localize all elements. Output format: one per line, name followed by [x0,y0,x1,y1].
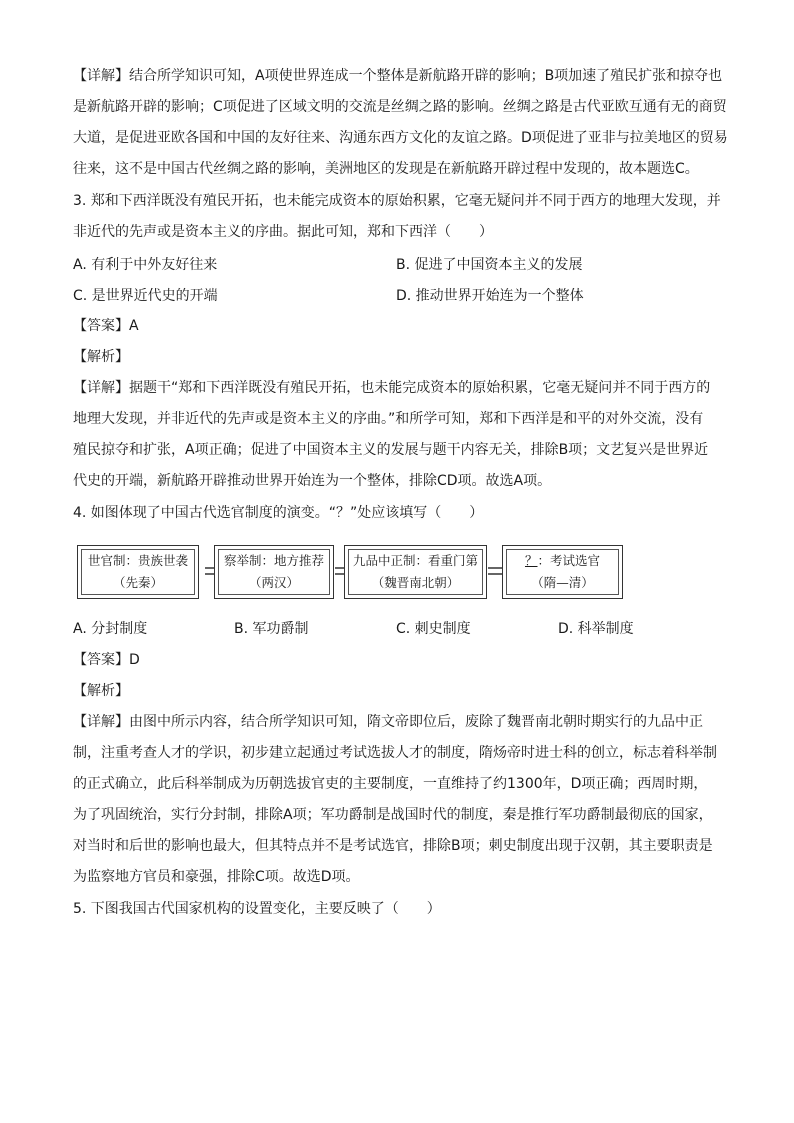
q4-answer: 【答案】D [73,652,140,668]
flow-box-chaju [214,545,334,599]
q3-stem-line-1: 3. 郑和下西洋既没有殖民开拓，也未能完成资本的原始积累，它毫无疑问并不同于西方的地理大发现，并 [73,193,721,209]
flow-box-shiguan [77,545,199,599]
flow-box-period: （魏晋南北朝） [371,575,460,590]
q4-option-b: B. 军功爵制 [234,621,309,637]
q3-analysis-label: 【解析】 [73,349,129,365]
q2-analysis-line-2: 是新航路开辟的影响；C项促进了区域文明的交流是丝绸之路的影响。丝绸之路是古代亚欧互通有无的商贸 [73,99,727,115]
q5-stem: 5. 下图我国古代国家机构的设置变化，主要反映了（ ） [73,901,441,917]
flow-box-period: （隋—清） [531,575,594,590]
q4-stem: 4. 如图体现了中国古代选官制度的演变。“？”处应该填写（ ） [73,505,484,521]
q3-option-d: D. 推动世界开始连为一个整体 [396,288,584,304]
q3-option-b: B. 促进了中国资本主义的发展 [396,257,583,273]
q3-detail-line-4: 代史的开端，新航路开辟推动世界开始连为一个整体，排除CD项。故选A项。 [73,473,552,489]
q4-detail-line-4: 为了巩固统治，实行分封制，排除A项；军功爵制是战国时代的制度，秦是推行军功爵制最彻底的国家， [73,807,713,823]
q2-analysis-line-1: 【详解】结合所学知识可知，A项使世界连成一个整体是新航路开辟的影响；B项加速了殖民扩张和掠夺也 [73,68,723,84]
flow-box-jiupin [344,545,487,599]
q3-stem-line-2: 非近代的先声或是资本主义的序曲。据此可知，郑和下西洋（ ） [73,224,493,240]
q3-detail-line-1: 【详解】据题干“郑和下西洋既没有殖民开拓，也未能完成资本的原始积累，它毫无疑问并不同于西方的 [73,380,711,396]
q3-option-c: C. 是世界近代史的开端 [73,288,218,304]
q3-detail-line-2: 地理大发现，并非近代的先声或是资本主义的序曲。”和所学可知，郑和下西洋是和平的对外交流，没有 [73,411,704,427]
q3-detail-line-3: 殖民掠夺和扩张，A项正确；促进了中国资本主义的发展与题干内容无关，排除B项；文艺复兴是世界近 [73,442,709,458]
q4-option-c: C. 刺史制度 [396,621,471,637]
selection-system-flowchart [77,545,623,601]
q3-answer: 【答案】A [73,318,139,334]
q4-option-d: D. 科举制度 [558,621,634,637]
flow-box-title: 世官制：贵族世袭 [87,553,188,568]
q4-detail-line-1: 【详解】由图中所示内容，结合所学知识可知，隋文帝即位后，废除了魏晋南北朝时期实行的九品中正 [73,714,703,730]
q4-detail-line-3: 的正式确立，此后科举制成为历朝选拔官吏的主要制度，一直维持了约1300年，D项正确；西周时期， [73,776,708,792]
flow-box-title-rest: ：考试选官 [537,553,601,568]
q2-analysis-line-4: 往来，这不是中国古代丝绸之路的影响，美洲地区的发现是在新航路开辟过程中发现的，故本题选C。 [73,161,699,177]
q4-detail-line-6: 为监察地方官员和豪强，排除C项。故选D项。 [73,869,360,885]
flow-box-title: 察举制：地方推荐 [223,553,324,568]
flow-box-title: 九品中正制：看重门第 [352,553,478,568]
flow-blank: ？ [524,553,538,568]
flow-box-period: （先秦） [112,575,163,590]
q4-detail-line-5: 对当时和后世的影响也最大，但其特点并不是考试选官，排除B项；刺史制度出现于汉朝，其主要职责是 [73,838,713,854]
q3-option-a: A. 有利于中外友好往来 [73,257,218,273]
flow-box-period: （两汉） [248,575,299,590]
flow-box-unknown [502,545,623,599]
q4-detail-line-2: 制，注重考查人才的学识，初步建立起通过考试选拔人才的制度，隋炀帝时进士科的创立，标志着科举制 [73,745,717,761]
q2-analysis-line-3: 大道，是促进亚欧各国和中国的友好往来、沟通东西方文化的友谊之路。D项促进了亚非与拉美地区的贸易 [73,130,728,146]
q4-option-a: A. 分封制度 [73,621,148,637]
q4-analysis-label: 【解析】 [73,683,129,699]
